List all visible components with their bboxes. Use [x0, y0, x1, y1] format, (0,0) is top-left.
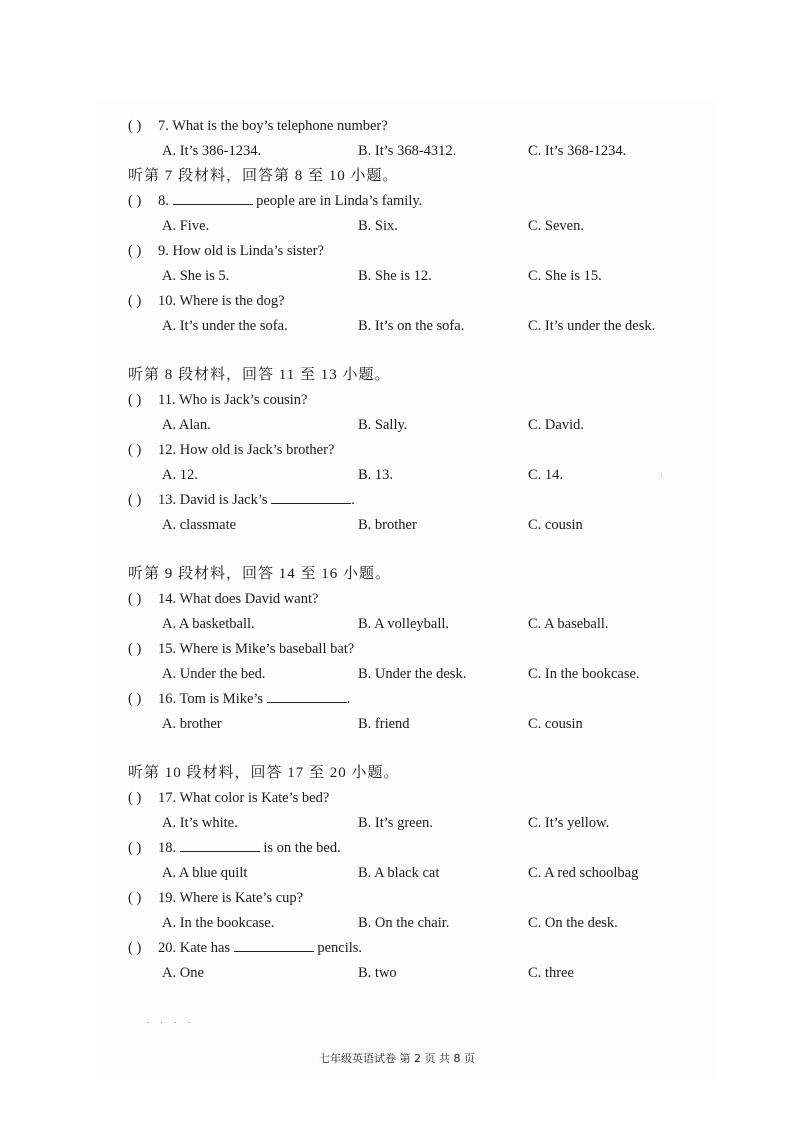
answer-bracket: ( )	[128, 193, 142, 209]
question-7	[128, 114, 698, 164]
option-a: A. Under the bed.	[162, 666, 266, 682]
question-number: 19.	[158, 890, 177, 906]
question-text: Where is Kate’s cup?	[179, 890, 304, 906]
question-11	[128, 388, 698, 438]
page-footer: 七年级英语试卷 第 2 页 共 8 页	[319, 1052, 475, 1065]
option-b: B. brother	[358, 517, 417, 533]
question-12	[128, 438, 698, 488]
fill-blank	[173, 190, 253, 205]
answer-bracket: ( )	[128, 641, 142, 657]
options-row	[128, 961, 698, 986]
question-text: How old is Linda’s sister?	[172, 243, 324, 259]
section-heading-10: 听第 10 段材料，回答 17 至 20 小题。	[128, 765, 400, 781]
question-10	[128, 289, 698, 339]
answer-bracket: ( )	[128, 492, 142, 508]
option-b: B. It’s green.	[358, 815, 433, 831]
option-b: B. Under the desk.	[358, 666, 467, 682]
option-c: C. She is 15.	[528, 268, 602, 284]
option-b: B. On the chair.	[358, 915, 450, 931]
option-c: C. A baseball.	[528, 616, 609, 632]
option-b: B. two	[358, 965, 397, 981]
option-b: B. It’s on the sofa.	[358, 318, 465, 334]
fill-blank	[271, 489, 351, 504]
option-a: A. 12.	[162, 467, 198, 483]
answer-bracket: ( )	[128, 442, 142, 458]
question-14	[128, 587, 698, 637]
option-a: A. Five.	[162, 218, 210, 234]
options-row	[128, 612, 698, 637]
question-number: 7.	[158, 118, 169, 134]
option-b: B. 13.	[358, 467, 394, 483]
options-row	[128, 264, 698, 289]
option-a: A. A blue quilt	[162, 865, 248, 881]
question-text: Where is Mike’s baseball bat?	[179, 641, 355, 657]
options-row	[128, 911, 698, 936]
question-number: 10.	[158, 293, 177, 309]
option-b: B. Six.	[358, 218, 398, 234]
question-number: 11.	[158, 392, 176, 408]
section-heading-8: 听第 8 段材料，回答 11 至 13 小题。	[128, 367, 391, 383]
option-c: C. It’s 368-1234.	[528, 143, 627, 159]
fill-blank	[234, 937, 314, 952]
fill-blank	[180, 837, 260, 852]
option-c: C. It’s under the desk.	[528, 318, 656, 334]
answer-bracket: ( )	[128, 890, 142, 906]
options-row	[128, 139, 698, 164]
question-text: David is Jack’s	[179, 492, 268, 508]
option-a: A. She is 5.	[162, 268, 230, 284]
option-a: A. A basketball.	[162, 616, 255, 632]
question-text: Who is Jack’s cousin?	[178, 392, 308, 408]
option-c: C. It’s yellow.	[528, 815, 610, 831]
option-a: A. It’s white.	[162, 815, 238, 831]
question-number: 16.	[158, 691, 177, 707]
option-a: A. brother	[162, 716, 222, 732]
options-row	[128, 811, 698, 836]
answer-bracket: ( )	[128, 940, 142, 956]
fill-blank	[267, 688, 347, 703]
answer-bracket: ( )	[128, 790, 142, 806]
option-a: A. classmate	[162, 517, 237, 533]
option-b: B. Sally.	[358, 417, 408, 433]
option-c: C. David.	[528, 417, 584, 433]
option-a: A. Alan.	[162, 417, 211, 433]
option-b: B. A volleyball.	[358, 616, 450, 632]
question-9	[128, 239, 698, 289]
question-number: 17.	[158, 790, 177, 806]
question-20	[128, 936, 698, 986]
section-heading-9: 听第 9 段材料，回答 14 至 16 小题。	[128, 566, 392, 582]
section-heading-7: 听第 7 段材料，回答第 8 至 10 小题。	[128, 168, 399, 184]
question-16	[128, 687, 698, 737]
question-text: Tom is Mike’s	[179, 691, 264, 707]
question-18	[128, 836, 698, 886]
options-row	[128, 712, 698, 737]
question-number: 20.	[158, 940, 177, 956]
options-row	[128, 214, 698, 239]
option-c: C. cousin	[528, 716, 583, 732]
question-text: What does David want?	[179, 591, 319, 607]
question-text: What color is Kate’s bed?	[179, 790, 330, 806]
question-tail: is on the bed.	[259, 840, 341, 856]
answer-bracket: ( )	[128, 840, 142, 856]
scan-dots: · · · ·	[146, 1018, 195, 1029]
question-number: 8.	[158, 193, 169, 209]
question-list	[128, 114, 698, 986]
option-b: B. It’s 368-4312.	[358, 143, 457, 159]
question-8	[128, 189, 698, 239]
answer-bracket: ( )	[128, 243, 142, 259]
answer-bracket: ( )	[128, 591, 142, 607]
option-a: A. It’s under the sofa.	[162, 318, 288, 334]
question-text: What is the boy’s telephone number?	[172, 118, 388, 134]
question-tail: .	[351, 492, 355, 508]
option-a: A. One	[162, 965, 204, 981]
question-text: people are in Linda’s family.	[252, 193, 423, 209]
option-c: C. 14.	[528, 467, 564, 483]
options-row	[128, 513, 698, 538]
question-text: Where is the dog?	[179, 293, 285, 309]
option-c: C. In the bookcase.	[528, 666, 640, 682]
question-tail: pencils.	[313, 940, 363, 956]
option-b: B. She is 12.	[358, 268, 432, 284]
options-row	[128, 662, 698, 687]
options-row	[128, 314, 698, 339]
option-c: C. On the desk.	[528, 915, 618, 931]
answer-bracket: ( )	[128, 293, 142, 309]
answer-bracket: ( )	[128, 118, 142, 134]
options-row	[128, 463, 698, 488]
options-row	[128, 861, 698, 886]
question-number: 15.	[158, 641, 177, 657]
question-text: How old is Jack’s brother?	[179, 442, 335, 458]
question-19	[128, 886, 698, 936]
answer-bracket: ( )	[128, 392, 142, 408]
question-text: Kate has	[179, 940, 231, 956]
option-b: B. A black cat	[358, 865, 440, 881]
question-13	[128, 488, 698, 538]
option-c: C. cousin	[528, 517, 583, 533]
scan-speck: ·	[660, 470, 663, 480]
question-15	[128, 637, 698, 687]
option-c: C. A red schoolbag	[528, 865, 639, 881]
question-number: 12.	[158, 442, 177, 458]
option-b: B. friend	[358, 716, 410, 732]
question-number: 18.	[158, 840, 177, 856]
question-17	[128, 786, 698, 836]
options-row	[128, 413, 698, 438]
option-c: C. three	[528, 965, 574, 981]
option-c: C. Seven.	[528, 218, 584, 234]
question-number: 9.	[158, 243, 169, 259]
option-a: A. In the bookcase.	[162, 915, 275, 931]
question-tail: .	[346, 691, 351, 707]
option-a: A. It’s 386-1234.	[162, 143, 262, 159]
answer-bracket: ( )	[128, 691, 142, 707]
question-number: 13.	[158, 492, 177, 508]
question-number: 14.	[158, 591, 177, 607]
